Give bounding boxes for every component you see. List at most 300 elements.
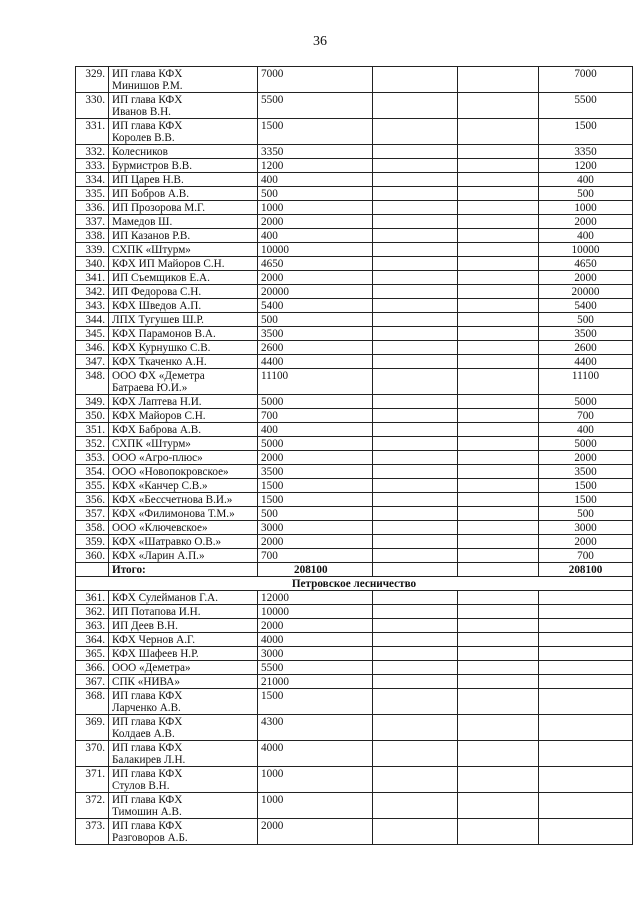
empty-cell [373,521,458,535]
row-name-line: КФХ Шведов А.П. [112,300,202,312]
empty-cell [373,549,458,563]
row-name-line: КФХ Майоров С.Н. [112,410,206,422]
row-number: 335. [76,187,109,201]
section-title: Петровское лесничество [76,577,633,591]
row-name [109,67,258,93]
row-volume: 20000 [258,285,373,299]
row-name [109,535,258,549]
empty-cell [458,173,539,187]
row-number: 357. [76,507,109,521]
empty-cell [373,285,458,299]
row-volume: 2000 [258,619,373,633]
row-volume: 4400 [258,355,373,369]
empty-cell [458,93,539,119]
row-name-line: КФХ Шафеев Н.Р. [112,648,199,660]
row-name [109,521,258,535]
empty-cell [373,271,458,285]
table-row [76,741,633,767]
row-name [109,633,258,647]
row-volume: 2000 [258,535,373,549]
row-name [109,465,258,479]
row-number: 356. [76,493,109,507]
table-row [76,159,633,173]
table-row [76,549,633,563]
table-row [76,369,633,395]
row-name [109,215,258,229]
empty-cell [458,201,539,215]
row-name [109,313,258,327]
row-total: 3500 [539,327,633,341]
table-row [76,675,633,689]
empty-cell [458,689,539,715]
empty-cell [458,243,539,257]
table-body-part1 [76,67,633,563]
row-name-line: ИП Съемщиков Е.А. [112,272,210,284]
empty-cell [458,187,539,201]
row-name-line: ООО «Агро-плюс» [112,452,203,464]
row-name-line: ООО ФХ «Деметра [112,370,205,382]
empty-cell [458,67,539,93]
empty-cell [458,215,539,229]
row-name-line: Балакирев Л.Н. [112,754,186,766]
row-volume: 21000 [258,675,373,689]
row-name-line: ИП глава КФХ [112,68,183,80]
empty-cell [458,271,539,285]
row-name [109,145,258,159]
row-name [109,793,258,819]
row-name-line: ИП глава КФХ [112,742,183,754]
row-volume: 2000 [258,215,373,229]
empty-cell [373,465,458,479]
empty-cell [373,341,458,355]
empty-cell [458,145,539,159]
empty-cell [373,119,458,145]
row-volume: 5500 [258,93,373,119]
row-name-line: КФХ Курнушко С.В. [112,342,211,354]
empty-cell [373,243,458,257]
empty-cell [373,605,458,619]
row-name-line: ИП глава КФХ [112,716,183,728]
row-volume: 10000 [258,243,373,257]
row-name [109,423,258,437]
table-row [76,451,633,465]
table-row [76,535,633,549]
empty-cell [373,257,458,271]
row-name-line: ИП Потапова И.Н. [112,606,201,618]
row-name-line: ИП Бобров А.В. [112,188,190,200]
table-row [76,793,633,819]
row-name-line: ИП глава КФХ [112,690,183,702]
row-volume: 4000 [258,741,373,767]
row-name-line: ИП Прозорова М.Г. [112,202,205,214]
row-total: 1200 [539,159,633,173]
empty-cell [458,423,539,437]
table-body-part2 [76,591,633,845]
row-name [109,451,258,465]
row-total: 500 [539,313,633,327]
row-name [109,767,258,793]
row-name [109,93,258,119]
subtotal-total: 208100 [539,563,633,577]
row-name-line: Тимошин А.В. [112,806,182,818]
row-name [109,327,258,341]
subtotal-volume: 208100 [258,563,373,577]
row-total [539,767,633,793]
empty-cell [373,507,458,521]
row-volume: 12000 [258,591,373,605]
row-name [109,675,258,689]
row-name-line: Стулов В.Н. [112,780,170,792]
empty-cell [458,159,539,173]
row-name-line: ИП глава КФХ [112,768,183,780]
row-number: 345. [76,327,109,341]
row-total: 2000 [539,215,633,229]
empty-cell [373,423,458,437]
empty-cell [458,521,539,535]
row-total: 20000 [539,285,633,299]
row-number: 339. [76,243,109,257]
row-total: 5000 [539,395,633,409]
row-name-line: ИП глава КФХ [112,120,183,132]
row-volume: 5000 [258,437,373,451]
subtotal-row [76,563,633,577]
row-name [109,819,258,845]
row-volume: 1000 [258,793,373,819]
subtotal-num-cell [76,563,109,577]
row-total: 2000 [539,451,633,465]
row-number: 332. [76,145,109,159]
row-total: 3350 [539,145,633,159]
row-number: 346. [76,341,109,355]
empty-cell [458,819,539,845]
row-number: 369. [76,715,109,741]
row-volume: 1500 [258,493,373,507]
row-number: 351. [76,423,109,437]
row-total: 400 [539,173,633,187]
empty-cell [458,591,539,605]
row-volume: 5000 [258,395,373,409]
table-row [76,67,633,93]
table-row [76,201,633,215]
row-total [539,793,633,819]
row-total [539,715,633,741]
row-name [109,369,258,395]
table-row [76,493,633,507]
row-name-line: Батраева Ю.И.» [112,382,188,394]
row-volume: 3500 [258,327,373,341]
row-total: 1500 [539,119,633,145]
table-row [76,119,633,145]
row-total [539,605,633,619]
row-volume: 7000 [258,67,373,93]
row-volume: 2000 [258,271,373,285]
empty-cell [373,145,458,159]
row-number: 362. [76,605,109,619]
empty-cell [458,715,539,741]
row-name-line: КФХ «Шатравко О.В.» [112,536,222,548]
empty-cell [373,591,458,605]
table-row [76,661,633,675]
page-number: 36 [313,34,327,49]
empty-cell [373,215,458,229]
row-number: 371. [76,767,109,793]
empty-cell [373,793,458,819]
empty-cell [373,715,458,741]
row-name [109,549,258,563]
empty-cell [458,647,539,661]
row-total: 700 [539,409,633,423]
row-name [109,187,258,201]
row-number: 361. [76,591,109,605]
empty-cell [373,437,458,451]
row-total: 2600 [539,341,633,355]
row-name [109,619,258,633]
row-number: 366. [76,661,109,675]
table-row [76,355,633,369]
row-volume: 5500 [258,661,373,675]
empty-cell [373,409,458,423]
empty-cell [373,563,458,577]
row-number: 331. [76,119,109,145]
row-name-line: Минишов Р.М. [112,80,183,92]
row-total [539,591,633,605]
row-number: 364. [76,633,109,647]
row-total: 5400 [539,299,633,313]
row-total: 700 [539,549,633,563]
row-total [539,675,633,689]
row-volume: 500 [258,313,373,327]
row-name [109,689,258,715]
row-name [109,119,258,145]
row-total: 5000 [539,437,633,451]
empty-cell [373,327,458,341]
empty-cell [458,741,539,767]
row-volume: 3000 [258,647,373,661]
row-volume: 3000 [258,521,373,535]
empty-cell [373,633,458,647]
row-name [109,493,258,507]
row-volume: 400 [258,173,373,187]
empty-cell [373,767,458,793]
empty-cell [373,661,458,675]
row-total [539,741,633,767]
table-subtotal [76,563,633,591]
row-name [109,173,258,187]
table-row [76,647,633,661]
empty-cell [373,159,458,173]
table-row [76,229,633,243]
row-total: 400 [539,229,633,243]
row-number: 365. [76,647,109,661]
row-total [539,647,633,661]
row-volume: 700 [258,549,373,563]
row-volume: 1000 [258,767,373,793]
row-total: 10000 [539,243,633,257]
row-total: 400 [539,423,633,437]
row-name-line: КФХ «Канчер С.В.» [112,480,208,492]
row-total [539,819,633,845]
empty-cell [373,67,458,93]
row-name [109,437,258,451]
table-row [76,819,633,845]
row-number: 370. [76,741,109,767]
row-volume: 3500 [258,465,373,479]
row-number: 359. [76,535,109,549]
row-total: 3500 [539,465,633,479]
row-volume: 4650 [258,257,373,271]
empty-cell [458,619,539,633]
row-volume: 400 [258,423,373,437]
row-name-line: КФХ Чернов А.Г. [112,634,196,646]
row-total [539,619,633,633]
row-volume: 700 [258,409,373,423]
empty-cell [373,173,458,187]
empty-cell [373,451,458,465]
empty-cell [458,549,539,563]
row-number: 336. [76,201,109,215]
row-volume: 500 [258,187,373,201]
row-name [109,341,258,355]
table-row [76,591,633,605]
row-volume: 1000 [258,201,373,215]
row-name [109,257,258,271]
empty-cell [373,675,458,689]
row-volume: 1500 [258,119,373,145]
row-name [109,271,258,285]
empty-cell [458,285,539,299]
row-name-line: КФХ «Филимонова Т.М.» [112,508,235,520]
row-total: 500 [539,507,633,521]
row-total: 4650 [539,257,633,271]
row-name [109,299,258,313]
empty-cell [373,369,458,395]
row-number: 355. [76,479,109,493]
empty-cell [458,793,539,819]
empty-cell [373,619,458,633]
table-row [76,605,633,619]
row-name-line: КФХ Парамонов В.А. [112,328,216,340]
row-name-line: КФХ Сулейманов Г.А. [112,592,219,604]
empty-cell [458,493,539,507]
row-number: 344. [76,313,109,327]
empty-cell [458,395,539,409]
table-row [76,313,633,327]
row-name [109,591,258,605]
row-volume: 4300 [258,715,373,741]
row-number: 347. [76,355,109,369]
row-name [109,355,258,369]
empty-cell [373,395,458,409]
row-name-line: ИП Казанов Р.В. [112,230,191,242]
row-name-line: ООО «Новопокровское» [112,466,229,478]
empty-cell [373,93,458,119]
row-total [539,689,633,715]
row-total: 11100 [539,369,633,395]
empty-cell [458,633,539,647]
empty-cell [458,229,539,243]
row-name [109,243,258,257]
empty-cell [458,257,539,271]
table-row [76,521,633,535]
row-number: 372. [76,793,109,819]
row-name-line: СПК «НИВА» [112,676,180,688]
row-name [109,605,258,619]
empty-cell [458,675,539,689]
empty-cell [458,479,539,493]
row-number: 352. [76,437,109,451]
table-row [76,93,633,119]
table-row [76,767,633,793]
row-volume: 400 [258,229,373,243]
row-total: 500 [539,187,633,201]
row-total: 1000 [539,201,633,215]
row-name-line: ООО «Ключевское» [112,522,208,534]
row-name-line: ИП Царев Н.В. [112,174,184,186]
empty-cell [373,647,458,661]
empty-cell [458,409,539,423]
row-total: 4400 [539,355,633,369]
table-row [76,299,633,313]
empty-cell [373,479,458,493]
row-name [109,229,258,243]
table-row [76,215,633,229]
row-name [109,159,258,173]
empty-cell [458,327,539,341]
row-name-line: ИП Деев В.Н. [112,620,178,632]
row-number: 340. [76,257,109,271]
row-volume: 11100 [258,369,373,395]
table-row [76,271,633,285]
row-number: 368. [76,689,109,715]
row-name [109,741,258,767]
table-row [76,437,633,451]
empty-cell [458,507,539,521]
empty-cell [458,299,539,313]
empty-cell [458,369,539,395]
empty-cell [458,605,539,619]
row-name-line: Мамедов Ш. [112,216,173,228]
row-name [109,661,258,675]
empty-cell [458,437,539,451]
table-row [76,395,633,409]
empty-cell [373,689,458,715]
row-total [539,633,633,647]
table-row [76,187,633,201]
row-number: 334. [76,173,109,187]
row-number: 330. [76,93,109,119]
row-name-line: ИП Федорова С.Н. [112,286,202,298]
empty-cell [458,341,539,355]
empty-cell [458,313,539,327]
row-volume: 1500 [258,479,373,493]
row-number: 342. [76,285,109,299]
empty-cell [458,355,539,369]
table-row [76,327,633,341]
row-name-line: ИП глава КФХ [112,94,183,106]
row-number: 367. [76,675,109,689]
table-row [76,619,633,633]
table-row [76,341,633,355]
empty-cell [373,229,458,243]
row-number: 354. [76,465,109,479]
empty-cell [458,451,539,465]
row-name-line: Разговоров А.Б. [112,832,188,844]
row-number: 338. [76,229,109,243]
row-number: 343. [76,299,109,313]
row-name-line: КФХ Баброва А.В. [112,424,201,436]
empty-cell [458,563,539,577]
empty-cell [373,201,458,215]
